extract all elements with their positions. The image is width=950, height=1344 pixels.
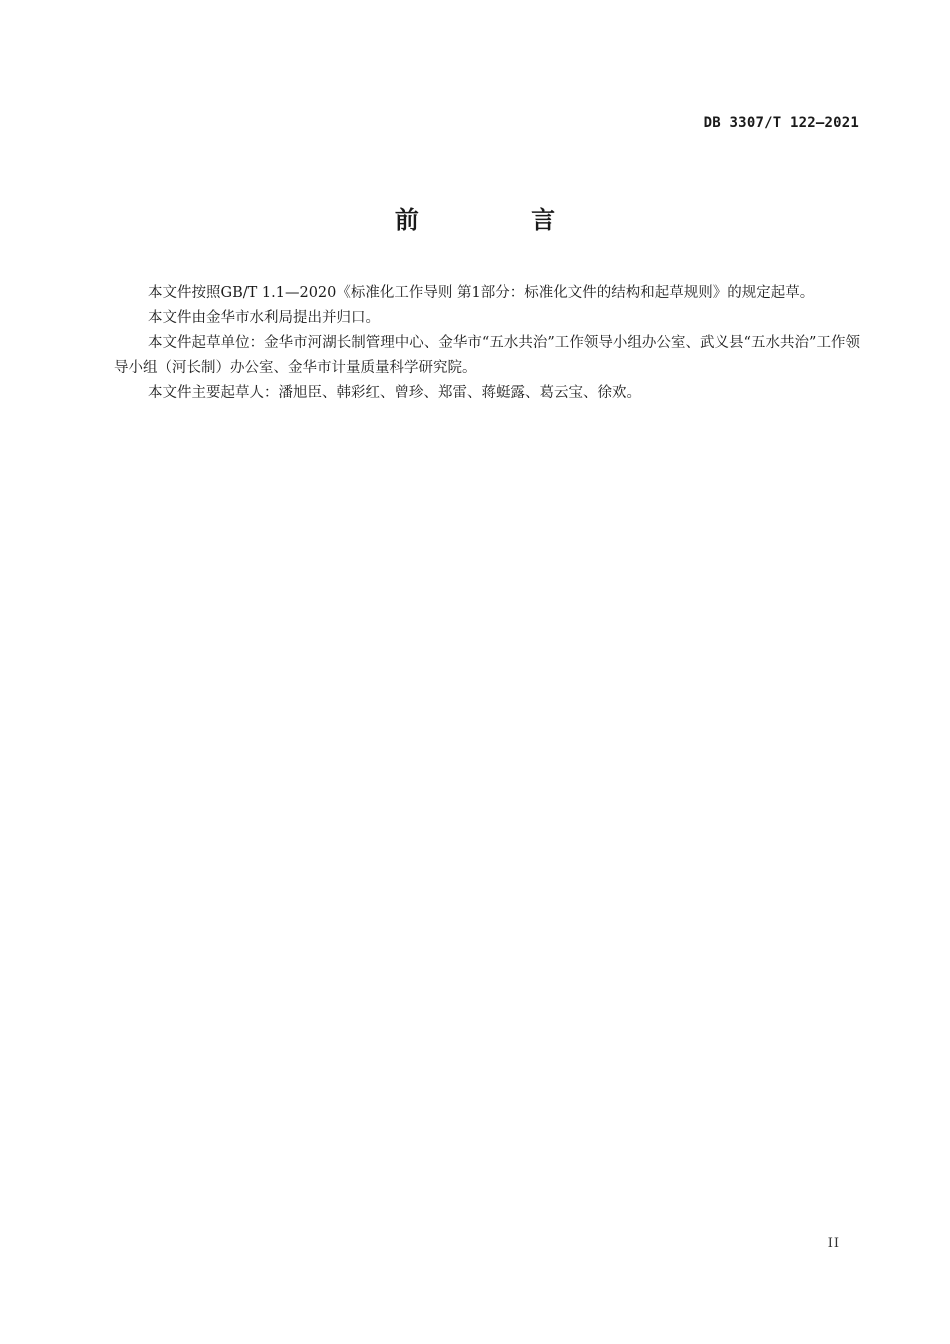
paragraph-drafting-rules: 本文件按照GB/T 1.1—2020《标准化工作导则 第1部分：标准化文件的结构和起草规则》的规定起草。 [148,285,815,301]
paragraph-drafting-units: 本文件起草单位：金华市河湖长制管理中心、金华市“五水共治”工作领导小组办公室、武义县“五水共治”工作领导小组（河长制）办公室、金华市计量质量科学研究院。 [114,335,860,376]
page-title: 前 言 [394,206,608,234]
paragraph-drafters: 本文件主要起草人：潘旭臣、韩彩红、曾珍、郑雷、蒋蜓露、葛云宝、徐欢。 [148,385,641,401]
foreword-body [114,281,860,406]
document-code: DB 3307/T 122—2021 [703,115,859,131]
page-number: II [827,1236,840,1251]
paragraph-proposer: 本文件由金华市水利局提出并归口。 [148,310,380,326]
